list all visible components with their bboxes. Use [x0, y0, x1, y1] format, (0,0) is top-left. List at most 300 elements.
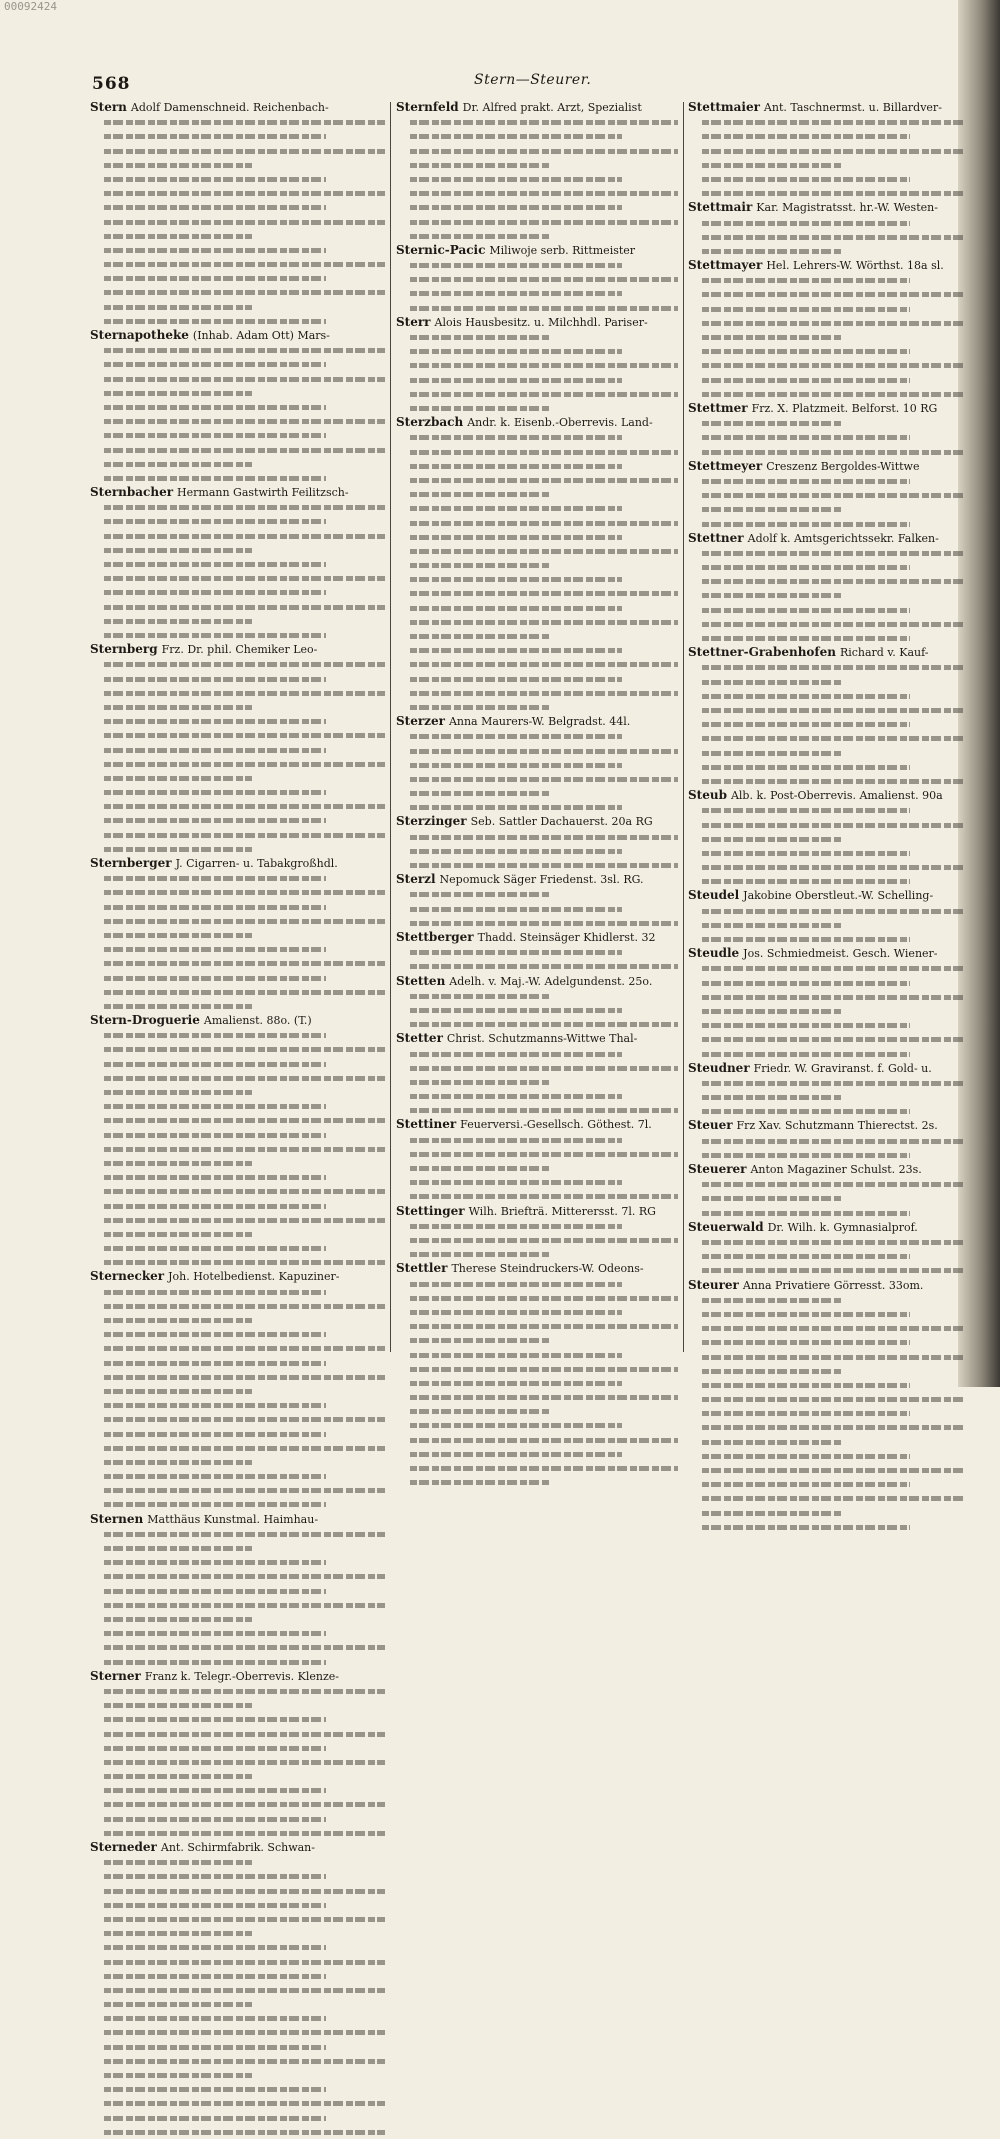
directory-entry [90, 1013, 385, 1028]
directory-entry [688, 1118, 966, 1133]
unreadable-text-line [688, 216, 966, 230]
unreadable-text-line [396, 301, 678, 315]
entry-surname: Stettberger [396, 929, 474, 944]
unreadable-text-line [90, 1128, 385, 1142]
unreadable-text-line [90, 1741, 385, 1755]
unreadable-text-line [688, 244, 966, 258]
unreadable-text-line [90, 1983, 385, 1997]
directory-entry [396, 243, 678, 258]
entry-text: Alb. k. Post-Oberrevis. Amalienst. 90a [730, 789, 943, 803]
unreadable-text-line [688, 961, 966, 975]
unreadable-text-line [90, 271, 385, 285]
directory-entry [90, 1512, 385, 1527]
unreadable-text-line [90, 657, 385, 671]
unreadable-text-line [688, 1104, 966, 1118]
directory-entry [396, 974, 678, 989]
unreadable-text-line [90, 614, 385, 628]
unreadable-text-line [396, 586, 678, 600]
entry-surname: Sterneder [90, 1840, 157, 1855]
entry-surname: Stern-Droguerie [90, 1013, 200, 1028]
unreadable-text-line [688, 631, 966, 645]
unreadable-text-line [396, 959, 678, 973]
unreadable-text-line [90, 1769, 385, 1783]
unreadable-text-line [688, 1307, 966, 1321]
entry-surname: Sterr [396, 314, 431, 329]
unreadable-text-line [90, 1855, 385, 1869]
unreadable-text-line [90, 1598, 385, 1612]
unreadable-text-line [396, 344, 678, 358]
unreadable-text-line [688, 574, 966, 588]
unreadable-text-line [396, 1189, 678, 1203]
unreadable-text-line [90, 813, 385, 827]
unreadable-text-line [688, 1148, 966, 1162]
entry-surname: Stettner-Grabenhofen [688, 645, 836, 660]
entry-text: Thadd. Steinsäger Khidlerst. 32 [477, 930, 656, 944]
unreadable-text-line [90, 158, 385, 172]
unreadable-text-line [90, 1826, 385, 1840]
unreadable-text-line [90, 215, 385, 229]
unreadable-text-line [90, 900, 385, 914]
unreadable-text-line [688, 1520, 966, 1534]
directory-entry [90, 856, 385, 871]
entry-text: Adolf Damenschneid. Reichenbach- [130, 101, 329, 114]
unreadable-text-line [90, 285, 385, 299]
entry-text: Alois Hausbesitz. u. Milchhdl. Pariser- [434, 315, 648, 329]
unreadable-text-line [688, 846, 966, 860]
unreadable-text-line [90, 1712, 385, 1726]
entry-text: Wilh. Briefträ. Mitterersst. 7l. RG [468, 1204, 656, 1218]
unreadable-text-line [90, 1142, 385, 1156]
unreadable-text-line [396, 229, 678, 243]
entry-text: Adolf k. Amtsgerichtssekr. Falken- [747, 531, 939, 545]
unreadable-text-line [90, 686, 385, 700]
unreadable-text-line [396, 1219, 678, 1233]
entry-surname: Sternbacher [90, 485, 174, 500]
directory-entry [688, 788, 966, 803]
unreadable-text-line [688, 158, 966, 172]
unreadable-text-line [688, 675, 966, 689]
unreadable-text-line [90, 1071, 385, 1085]
unreadable-text-line [90, 799, 385, 813]
unreadable-text-line [688, 316, 966, 330]
unreadable-text-line [90, 372, 385, 386]
unreadable-text-line [688, 617, 966, 631]
directory-entry [688, 258, 966, 273]
unreadable-text-line [396, 1047, 678, 1061]
unreadable-text-line [688, 1249, 966, 1263]
unreadable-text-line [688, 430, 966, 444]
directory-entry [396, 100, 678, 115]
entry-text: Matthäus Kunstmal. Haimhau- [147, 1512, 319, 1526]
unreadable-text-line [90, 1612, 385, 1626]
unreadable-text-line [396, 657, 678, 671]
entry-surname: Steuerer [688, 1162, 747, 1177]
unreadable-text-line [396, 1089, 678, 1103]
unreadable-text-line [688, 904, 966, 918]
directory-entry [396, 1117, 678, 1132]
unreadable-text-line [688, 273, 966, 287]
unreadable-text-line [396, 800, 678, 814]
directory-entry [396, 315, 678, 330]
entry-text: Ant. Schirmfabrik. Schwan- [160, 1841, 315, 1855]
directory-entry [396, 714, 678, 729]
unreadable-text-line [396, 501, 678, 515]
unreadable-text-line [688, 1235, 966, 1249]
unreadable-text-line [688, 860, 966, 874]
unreadable-text-line [688, 1321, 966, 1335]
unreadable-text-line [90, 757, 385, 771]
unreadable-text-line [688, 302, 966, 316]
unreadable-text-line [396, 129, 678, 143]
unreadable-text-line [688, 1191, 966, 1205]
entry-surname: Sternberg [90, 642, 158, 657]
entry-surname: Steudner [688, 1060, 750, 1075]
unreadable-text-line [90, 144, 385, 158]
entry-text: Franz k. Telegr.-Oberrevis. Klenze- [144, 1669, 339, 1683]
unreadable-text-line [396, 1003, 678, 1017]
entry-surname: Steudel [688, 888, 740, 903]
unreadable-text-line [688, 1506, 966, 1520]
unreadable-text-line [396, 830, 678, 844]
unreadable-text-line [688, 172, 966, 186]
unreadable-text-line [90, 1213, 385, 1227]
unreadable-text-line [90, 1327, 385, 1341]
unreadable-text-line [688, 129, 966, 143]
directory-entry [688, 100, 966, 115]
unreadable-text-line [396, 1061, 678, 1075]
unreadable-text-line [90, 1684, 385, 1698]
entry-text: Frz. Dr. phil. Chemiker Leo- [161, 643, 318, 657]
unreadable-text-line [90, 1427, 385, 1441]
unreadable-text-line [396, 858, 678, 872]
directory-entry [688, 946, 966, 961]
unreadable-text-line [396, 686, 678, 700]
unreadable-text-line [688, 717, 966, 731]
unreadable-text-line [688, 1449, 966, 1463]
unreadable-text-line [396, 1291, 678, 1305]
unreadable-text-line [688, 1293, 966, 1307]
unreadable-text-line [90, 457, 385, 471]
entry-surname: Stetten [396, 973, 446, 988]
unreadable-text-line [90, 1797, 385, 1811]
unreadable-text-line [688, 1032, 966, 1046]
directory-entry [688, 459, 966, 474]
unreadable-text-line [396, 1418, 678, 1432]
unreadable-text-line [688, 387, 966, 401]
directory-entry [396, 1031, 678, 1046]
unreadable-text-line [90, 1285, 385, 1299]
entry-surname: Stettiner [396, 1117, 457, 1132]
entry-surname: Sternberger [90, 856, 172, 870]
unreadable-text-line [396, 729, 678, 743]
unreadable-text-line [688, 1177, 966, 1191]
entry-text: (Inhab. Adam Ott) Mars- [192, 329, 330, 343]
entry-surname: Sternen [90, 1511, 144, 1526]
unreadable-text-line [688, 746, 966, 760]
unreadable-text-line [90, 1028, 385, 1042]
unreadable-text-line [688, 976, 966, 990]
unreadable-text-line [688, 474, 966, 488]
entry-surname: Stetter [396, 1031, 443, 1046]
entry-text: Adelh. v. Maj.-W. Adelgundenst. 25o. [449, 974, 653, 988]
unreadable-text-line [688, 115, 966, 129]
unreadable-text-line [688, 588, 966, 602]
unreadable-text-line [396, 844, 678, 858]
unreadable-text-line [90, 928, 385, 942]
unreadable-text-line [90, 1626, 385, 1640]
unreadable-text-line [396, 1147, 678, 1161]
unreadable-text-line [396, 172, 678, 186]
unreadable-text-line [396, 1433, 678, 1447]
unreadable-text-line [396, 401, 678, 415]
unreadable-text-line [688, 818, 966, 832]
unreadable-text-line [90, 257, 385, 271]
entry-text: Kar. Magistratsst. hr.-W. Westen- [756, 201, 938, 215]
entry-text: Amalienst. 88o. (T.) [203, 1014, 312, 1028]
unreadable-text-line [90, 2054, 385, 2068]
unreadable-text-line [90, 543, 385, 557]
unreadable-text-line [396, 459, 678, 473]
unreadable-text-line [688, 546, 966, 560]
unreadable-text-line [90, 200, 385, 214]
unreadable-text-line [90, 2040, 385, 2054]
directory-entry [90, 1669, 385, 1684]
unreadable-text-line [90, 1926, 385, 1940]
unreadable-text-line [688, 918, 966, 932]
unreadable-text-line [396, 286, 678, 300]
unreadable-text-line [90, 714, 385, 728]
unreadable-text-line [90, 885, 385, 899]
unreadable-text-line [688, 874, 966, 888]
unreadable-text-line [90, 1299, 385, 1313]
unreadable-text-line [396, 544, 678, 558]
unreadable-text-line [90, 956, 385, 970]
unreadable-text-line [688, 1435, 966, 1449]
unreadable-text-line [688, 990, 966, 1004]
unreadable-text-line [90, 2082, 385, 2096]
entry-text: Frz. X. Platzmeit. Belforst. 10 RG [751, 401, 938, 415]
entry-text: Jos. Schmiedmeist. Gesch. Wiener- [743, 947, 938, 961]
unreadable-text-line [688, 230, 966, 244]
directory-entry [90, 100, 385, 115]
unreadable-text-line [90, 1170, 385, 1184]
entry-surname: Stern [90, 100, 127, 114]
unreadable-text-line [90, 1869, 385, 1883]
unreadable-text-line [90, 343, 385, 357]
unreadable-text-line [90, 971, 385, 985]
directory-entry [396, 814, 678, 829]
entry-text: Andr. k. Eisenb.-Oberrevis. Land- [467, 416, 653, 430]
directory-entry [396, 1204, 678, 1219]
unreadable-text-line [396, 1447, 678, 1461]
unreadable-text-line [688, 1477, 966, 1491]
unreadable-text-line [90, 357, 385, 371]
entry-surname: Stettmair [688, 200, 753, 215]
unreadable-text-line [396, 200, 678, 214]
unreadable-text-line [90, 172, 385, 186]
entry-surname: Steuer [688, 1118, 733, 1133]
unreadable-text-line [688, 144, 966, 158]
entry-surname: Stettmaier [688, 100, 760, 114]
entry-surname: Sterzinger [396, 814, 467, 829]
unreadable-text-line [90, 1997, 385, 2011]
unreadable-text-line [396, 887, 678, 901]
unreadable-text-line [90, 828, 385, 842]
unreadable-text-line [90, 2111, 385, 2125]
entry-text: Seb. Sattler Dachauerst. 20a RG [470, 815, 653, 829]
unreadable-text-line [396, 1175, 678, 1189]
unreadable-text-line [396, 144, 678, 158]
unreadable-text-line [396, 373, 678, 387]
unreadable-text-line [396, 1233, 678, 1247]
column-rule [390, 102, 391, 1352]
unreadable-text-line [688, 703, 966, 717]
directory-entry [396, 930, 678, 945]
directory-entry [688, 401, 966, 416]
unreadable-text-line [90, 842, 385, 856]
unreadable-text-line [90, 1755, 385, 1769]
unreadable-text-line [396, 572, 678, 586]
unreadable-text-line [90, 1099, 385, 1113]
unreadable-text-line [688, 774, 966, 788]
unreadable-text-line [90, 1184, 385, 1198]
unreadable-text-line [90, 1255, 385, 1269]
unreadable-text-line [688, 760, 966, 774]
unreadable-text-line [90, 1441, 385, 1455]
unreadable-text-line [90, 414, 385, 428]
unreadable-text-line [90, 1057, 385, 1071]
entry-surname: Stettner [688, 530, 744, 545]
entry-text: Feuerversi.-Gesellsch. Göthest. 7l. [460, 1118, 652, 1132]
unreadable-text-line [396, 989, 678, 1003]
unreadable-text-line [688, 1134, 966, 1148]
unreadable-text-line [90, 1483, 385, 1497]
entry-surname: Sternic-Pacic [396, 242, 486, 257]
entry-surname: Sternecker [90, 1269, 165, 1284]
unreadable-text-line [90, 1884, 385, 1898]
directory-entry [90, 485, 385, 500]
unreadable-text-line [396, 186, 678, 200]
unreadable-text-line [396, 700, 678, 714]
unreadable-text-line [90, 1042, 385, 1056]
unreadable-text-line [90, 1640, 385, 1654]
unreadable-text-line [688, 1090, 966, 1104]
unreadable-text-line [688, 344, 966, 358]
unreadable-text-line [396, 1277, 678, 1291]
unreadable-text-line [90, 571, 385, 585]
unreadable-text-line [90, 1584, 385, 1598]
directory-entry [688, 888, 966, 903]
unreadable-text-line [396, 601, 678, 615]
unreadable-text-line [90, 500, 385, 514]
entry-text: Jakobine Oberstleut.-W. Schelling- [743, 889, 934, 903]
entry-text: Christ. Schutzmanns-Wittwe Thal- [446, 1032, 638, 1046]
unreadable-text-line [396, 902, 678, 916]
entry-surname: Sterzer [396, 714, 445, 729]
unreadable-text-line [90, 129, 385, 143]
unreadable-text-line [688, 1378, 966, 1392]
unreadable-text-line [396, 1075, 678, 1089]
unreadable-text-line [90, 1085, 385, 1099]
unreadable-text-line [90, 1912, 385, 1926]
entry-surname: Stettinger [396, 1203, 465, 1218]
unreadable-text-line [396, 1362, 678, 1376]
unreadable-text-line [396, 158, 678, 172]
directory-entry [688, 1061, 966, 1076]
unreadable-text-line [90, 1783, 385, 1797]
unreadable-text-line [90, 443, 385, 457]
unreadable-text-line [688, 803, 966, 817]
column-2 [396, 100, 678, 1365]
unreadable-text-line [90, 942, 385, 956]
unreadable-text-line [90, 229, 385, 243]
unreadable-text-line [396, 1319, 678, 1333]
unreadable-text-line [396, 945, 678, 959]
unreadable-text-line [688, 1018, 966, 1032]
unreadable-text-line [90, 1455, 385, 1469]
unreadable-text-line [90, 300, 385, 314]
unreadable-text-line [688, 1491, 966, 1505]
unreadable-text-line [688, 373, 966, 387]
unreadable-text-line [90, 1527, 385, 1541]
unreadable-text-line [90, 1227, 385, 1241]
entry-surname: Sternfeld [396, 100, 459, 114]
directory-entry [90, 1840, 385, 1855]
unreadable-text-line [90, 600, 385, 614]
unreadable-text-line [688, 1047, 966, 1061]
unreadable-text-line [90, 1398, 385, 1412]
column-3 [688, 100, 966, 1365]
unreadable-text-line [90, 1955, 385, 1969]
unreadable-text-line [90, 871, 385, 885]
unreadable-text-line [688, 1392, 966, 1406]
unreadable-text-line [688, 287, 966, 301]
unreadable-text-line [90, 314, 385, 328]
unreadable-text-line [688, 1350, 966, 1364]
entry-surname: Sternapotheke [90, 328, 189, 343]
unreadable-text-line [90, 2096, 385, 2110]
unreadable-text-line [688, 932, 966, 946]
unreadable-text-line [396, 115, 678, 129]
entry-surname: Stettmeyer [688, 458, 763, 473]
unreadable-text-line [688, 330, 966, 344]
entry-text: Dr. Wilh. k. Gymnasialprof. [767, 1220, 918, 1234]
unreadable-text-line [90, 914, 385, 928]
unreadable-text-line [396, 672, 678, 686]
unreadable-text-line [90, 2068, 385, 2082]
unreadable-text-line [396, 615, 678, 629]
unreadable-text-line [90, 1698, 385, 1712]
entry-text: Anton Magaziner Schulst. 23s. [750, 1163, 922, 1177]
unreadable-text-line [90, 1313, 385, 1327]
unreadable-text-line [688, 1335, 966, 1349]
unreadable-text-line [90, 999, 385, 1013]
unreadable-text-line [688, 1206, 966, 1220]
unreadable-text-line [90, 1812, 385, 1826]
unreadable-text-line [688, 488, 966, 502]
unreadable-text-line [396, 1103, 678, 1117]
entry-text: Creszenz Bergoldes-Wittwe [766, 459, 920, 473]
unreadable-text-line [90, 2025, 385, 2039]
unreadable-text-line [396, 758, 678, 772]
unreadable-text-line [688, 416, 966, 430]
unreadable-text-line [90, 1541, 385, 1555]
unreadable-text-line [396, 744, 678, 758]
entry-text: Joh. Hotelbedienst. Kapuziner- [168, 1270, 340, 1284]
unreadable-text-line [90, 1370, 385, 1384]
directory-entry [688, 1162, 966, 1177]
entry-text: Dr. Alfred prakt. Arzt, Spezialist [462, 101, 642, 114]
